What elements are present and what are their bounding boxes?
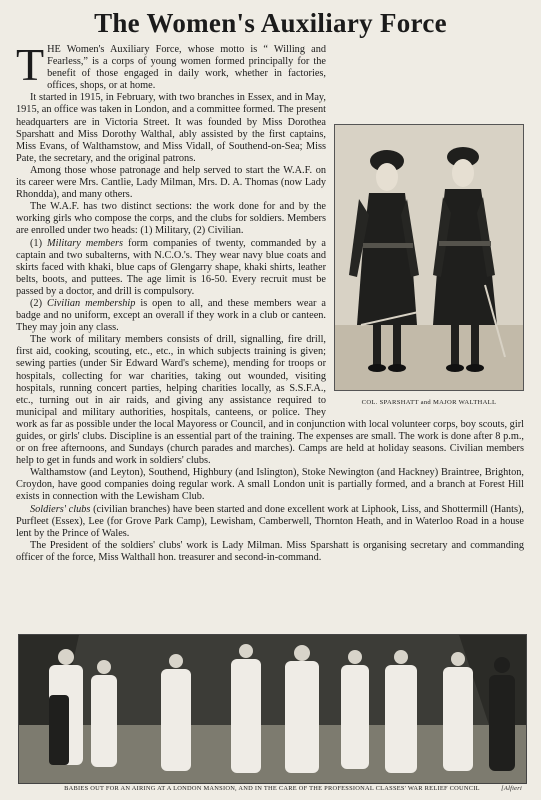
paragraph-history: It started in 1915, in February, with two branches in Essex, and in May, 1915, an office was taken in London, and a committee formed. The present headquarters are in Victoria Street. It was founded by Miss Dorothea Sparshatt and Miss Dorothy Walthal, ably assisted by the first captains, Miss Evans, of Walthamstow, and Miss Vidall, of Southend-on-Sea; Miss Pate, the secretary, and the original patrons. [16, 92, 326, 164]
military-label: Military members [47, 237, 124, 249]
paragraph-work: The work of military members consists of drill, signalling, fire drill, first aid, cooking, scouting, etc., etc., in which subjects training is given; sewing parties (under Sir Edward Ward's scheme), mending for troops or hospitals, collecting for war charities, taking out wounded, visiting hospitals, running concert parties, helping charities locally, as S.S.F.A., etc., turning out in air raids, and giving any assistance required to municipal and military authorities, hospitals, canteens, or police. They work as far as possible under the local Mayoress or Council, and in conjunction with local volunteer corps, boy scouts, girl guides, or girls' clubs. Discipline is an essential part of the training. The expenses are small. The work is done after 8 p.m., or on free afternoons, and Sundays (church parades and marches). Camps are held at holiday seasons. Civilian members help to get in funds and work in soldiers' clubs. [16, 334, 524, 467]
portrait-caption: COL. SPARSHATT and MAJOR WALTHALL [361, 399, 497, 406]
photo-credit: [Alfieri [501, 785, 522, 792]
two-officers-illustration [335, 125, 523, 390]
drop-cap: T [16, 39, 45, 90]
paragraph-patrons: Among those whose patronage and help served to start the W.A.F. on its career were Mrs. Cantlie, Lady Milman, Mrs. D. A. Thomas (now Lady Rhondda), and many others. [16, 164, 326, 201]
group-photo [18, 634, 527, 784]
paragraph-closing: The President of the soldiers' clubs' work is Lady Milman. Miss Sparshatt is organising secretary and commanding officer of the force, Miss Walthall hon. treasurer and second-in-command. [16, 539, 524, 563]
civilian-label: Civilian membership [46, 297, 136, 309]
clubs-label: Soldiers' clubs [30, 503, 91, 515]
paragraph-branches: Walthamstow (and Leyton), Southend, Highbury (and Islington), Stoke Newington (and Hackney) Braintree, Brighton, Croydon, have good companies doing regular work. A small London unit is partially formed, and a branch at Forest Hill exists in connection with the Lewisham Club. [16, 467, 524, 503]
paragraph-clubs: Soldiers' clubs (civilian branches) have been started and done excellent work at Liphook, Liss, and Shottermill (Hants), Purfleet (Essex), Lee (for Grove Park Camp), Lewisham, Camberwell, Thornton Heath, and in Waterloo Road in a house lent by the Prince of Wales. [16, 503, 525, 539]
article-title: The Women's Auxiliary Force [94, 8, 447, 38]
paragraph-civilian: (2) Civilian membership is open to all, and these members wear a badge and no uniform, except an overall if they work in a club or canteen. They may join any class. [16, 297, 326, 334]
paragraph-military: (1) Military members form companies of twenty, commanded by a captain and two subalterns, with N.C.O.'s. They wear navy blue coats and skirts faced with khaki, blue caps of Glengarry shape, khaki shirts, leather belts, boots, and puttees. The age limit is 16-50. Every recruit must be passed by a doctor, and drill is compulsory. [16, 237, 326, 297]
portrait-figure [334, 124, 524, 412]
article-body [16, 39, 525, 564]
nurses-with-babies-illustration [19, 635, 526, 783]
group-caption: BABIES OUT FOR AN AIRING AT A LONDON MANSION, AND IN THE CARE OF THE PROFESSIONAL CLASSES' WAR RELIEF COUNCIL [Alfieri [64, 785, 522, 792]
paragraph-intro: THE Women's Auxiliary Force, whose motto is “ Willing and Fearless,” is a corps of young women formed principally for the benefit of those engaged in daily work, whether in factories, offices, shops, or at home. [16, 39, 326, 92]
portrait-photo [334, 124, 524, 391]
paragraph-sections: The W.A.F. has two distinct sections: the work done for and by the working girls who compose the corps, and the clubs for soldiers. Members are enrolled under two heads: (1) Military, (2) Civilian. [16, 201, 326, 237]
